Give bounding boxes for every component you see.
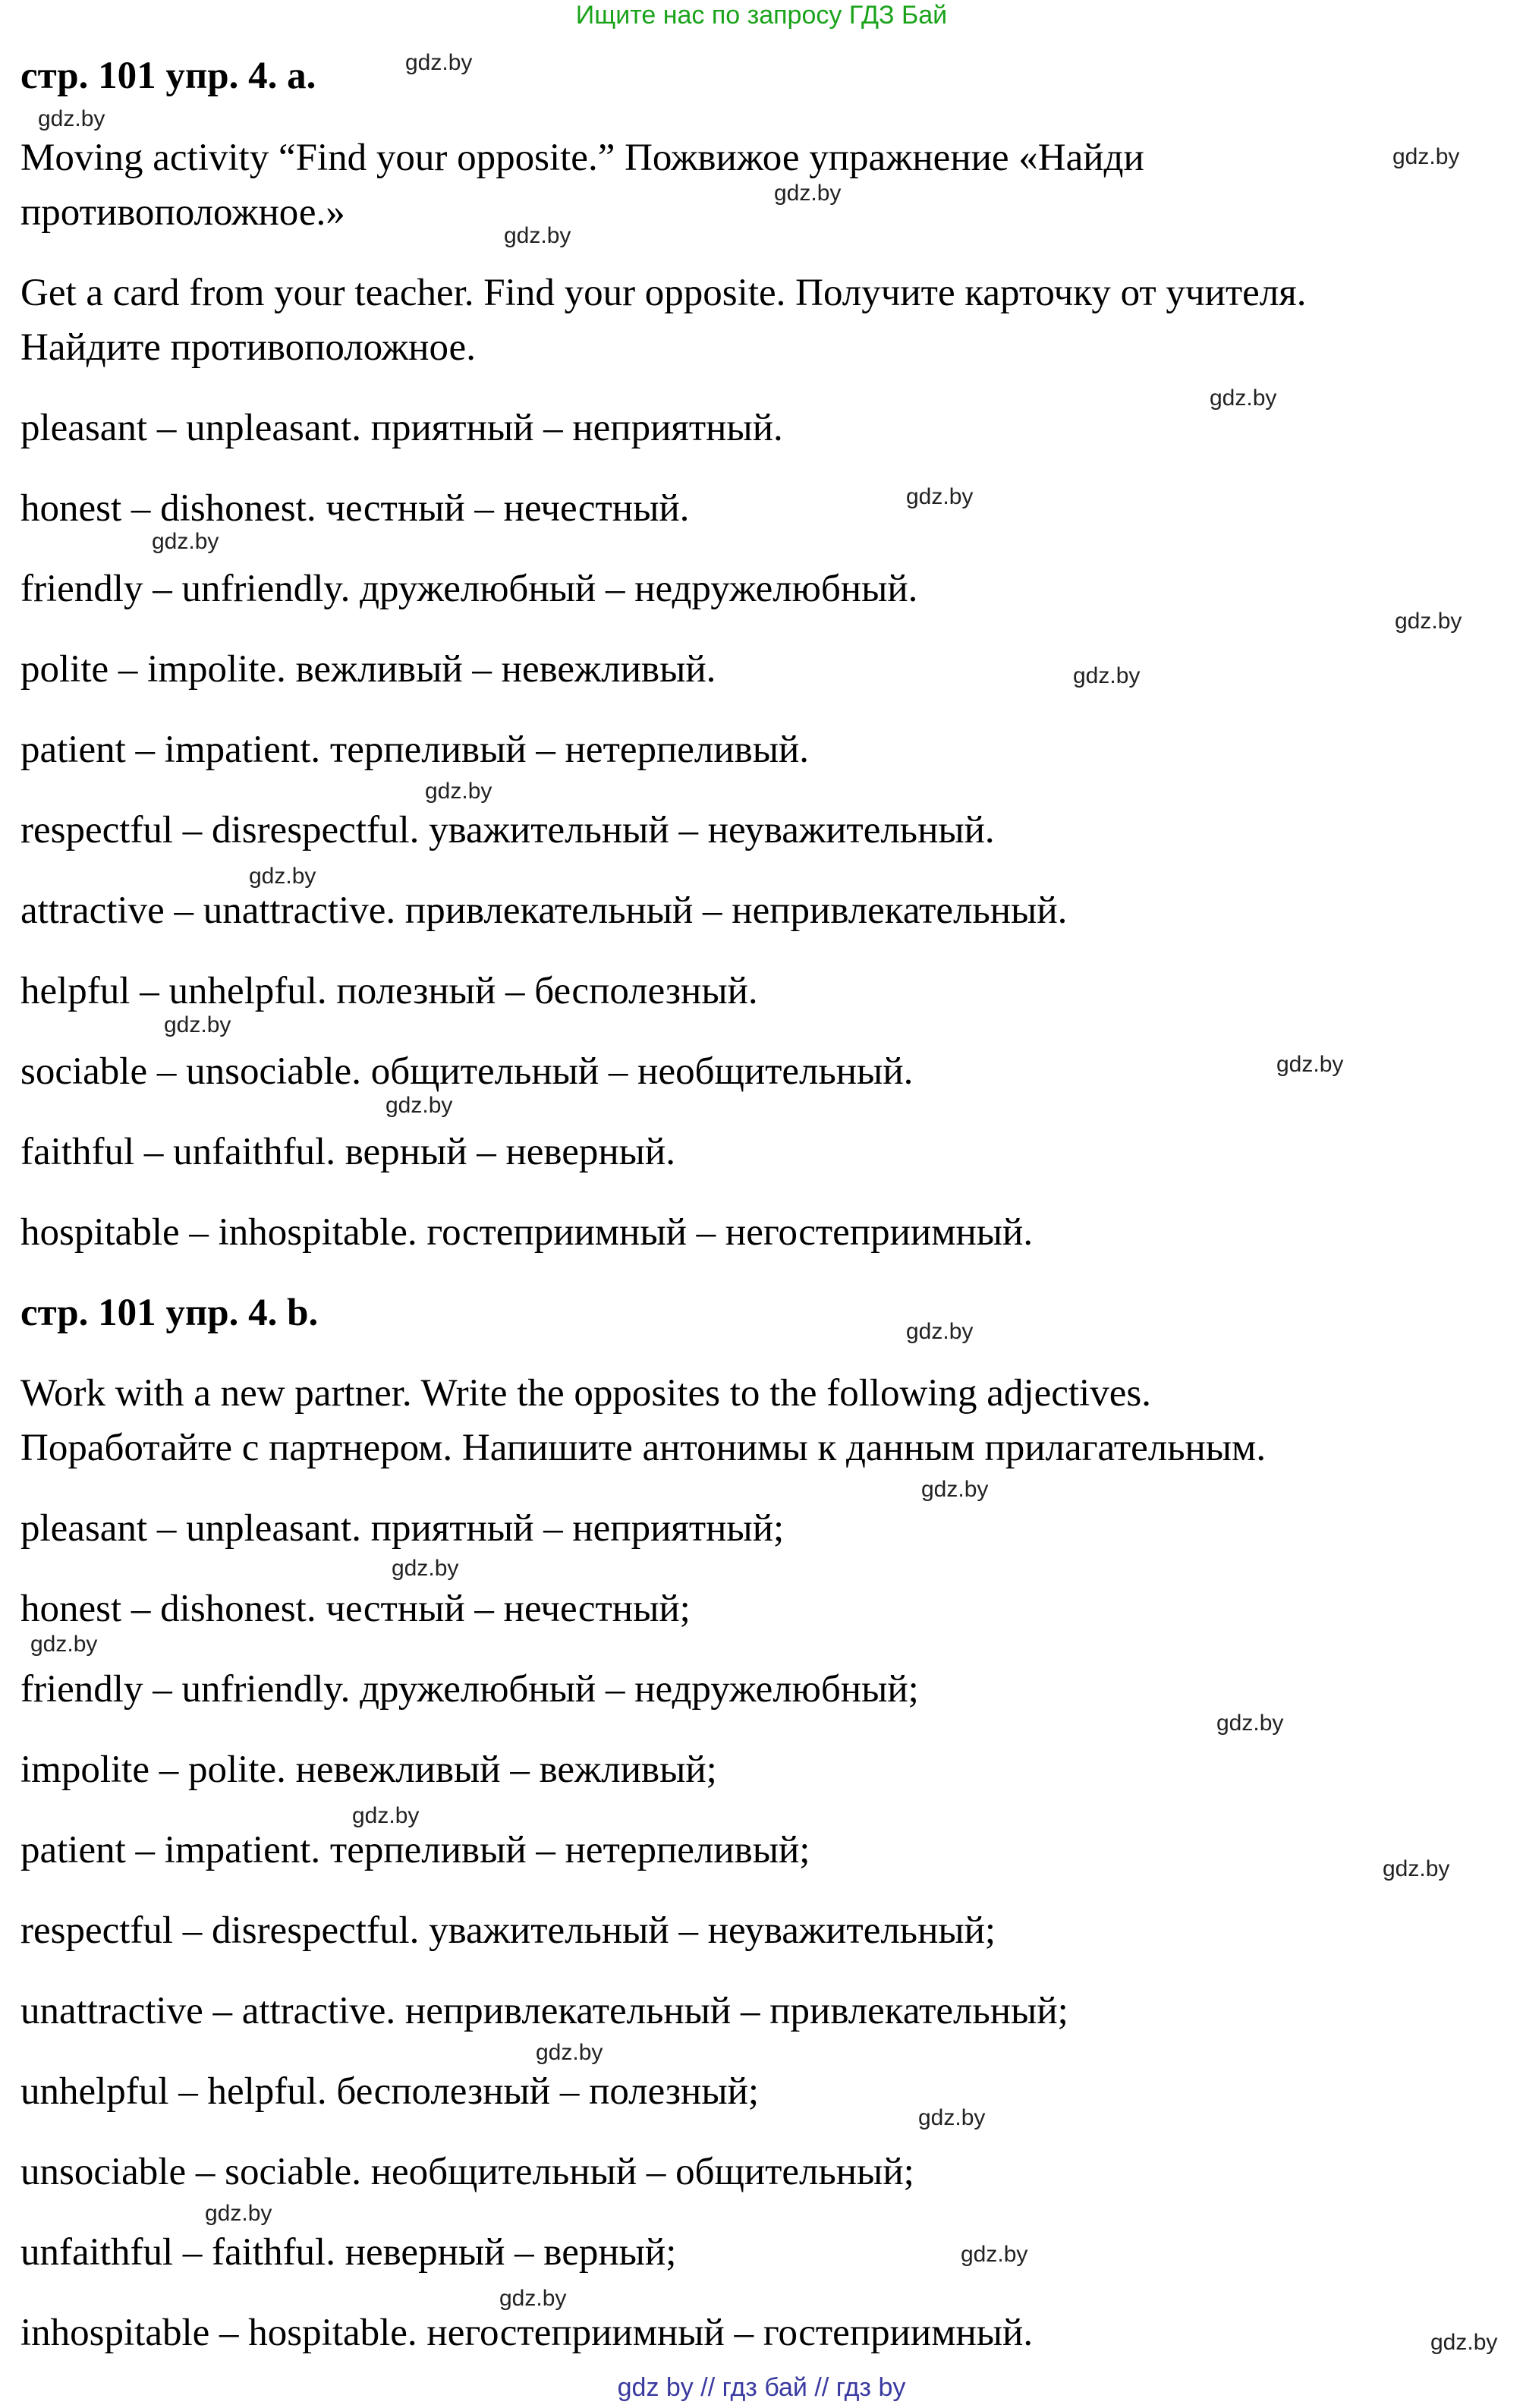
- watermark: gdz.by: [1392, 144, 1460, 169]
- footer-links[interactable]: gdz by // гдз бай // гдз by: [617, 2373, 906, 2402]
- section-b-item: unhelpful – helpful. бесполезный – полезный;: [20, 2070, 760, 2113]
- section-b-item: inhospitable – hospitable. негостеприимный – гостеприимный.: [20, 2312, 1034, 2354]
- watermark: gdz.by: [906, 484, 974, 509]
- watermark: gdz.by: [249, 864, 316, 889]
- watermark: gdz.by: [504, 223, 571, 248]
- watermark: gdz.by: [152, 529, 219, 554]
- watermark: gdz.by: [38, 106, 105, 131]
- section-a-item: faithful – unfaithful. верный – неверный.: [20, 1131, 675, 1173]
- section-b-item: honest – dishonest. честный – нечестный;: [20, 1588, 691, 1630]
- section-a-item: respectful – disrespectful. уважительный – неуважительный.: [20, 809, 995, 851]
- section-a-item: attractive – unattractive. привлекательный – непривлекательный.: [20, 889, 1068, 932]
- watermark: gdz.by: [205, 2201, 272, 2226]
- watermark: gdz.by: [774, 181, 842, 206]
- section-a-item: patient – impatient. терпеливый – нетерпеливый.: [20, 729, 810, 771]
- watermark: gdz.by: [918, 2105, 986, 2130]
- watermark: gdz.by: [352, 1803, 420, 1828]
- section-b-item: pleasant – unpleasant. приятный – неприятный;: [20, 1507, 785, 1550]
- watermark: gdz.by: [1383, 1856, 1450, 1881]
- watermark: gdz.by: [425, 779, 492, 804]
- watermark: gdz.by: [906, 1319, 974, 1344]
- section-b-task-line-1: Work with a new partner. Write the opposites to the following adjectives.: [20, 1372, 1151, 1415]
- watermark: gdz.by: [405, 50, 473, 75]
- watermark: gdz.by: [961, 2242, 1028, 2267]
- section-b-item: unsociable – sociable. необщительный – общительный;: [20, 2151, 914, 2193]
- watermark: gdz.by: [164, 1012, 231, 1037]
- watermark: gdz.by: [1395, 609, 1462, 634]
- section-b-item: respectful – disrespectful. уважительный – неуважительный;: [20, 1909, 996, 1952]
- watermark: gdz.by: [536, 2040, 603, 2065]
- section-a-item: honest – dishonest. честный – нечестный.: [20, 487, 690, 530]
- section-b-item: patient – impatient. терпеливый – нетерпеливый;: [20, 1829, 810, 1871]
- section-a-item: hospitable – inhospitable. гостеприимный – негостеприимный.: [20, 1211, 1034, 1254]
- watermark: gdz.by: [1430, 2330, 1498, 2355]
- section-a-heading: стр. 101 упр. 4. а.: [20, 55, 316, 97]
- section-a-item: polite – impolite. вежливый – невежливый.: [20, 648, 716, 691]
- section-b-item: impolite – polite. невежливый – вежливый;: [20, 1749, 717, 1791]
- section-a-item: pleasant – unpleasant. приятный – неприятный.: [20, 407, 783, 449]
- watermark: gdz.by: [392, 1556, 459, 1581]
- section-a-intro-line-1: Moving activity “Find your opposite.” Пожвижое упражнение «Найди: [20, 137, 1144, 179]
- section-b-heading: стр. 101 упр. 4. b.: [20, 1292, 319, 1334]
- section-b-item: unfaithful – faithful. неверный – верный;: [20, 2231, 677, 2274]
- section-a-task-line-1: Get a card from your teacher. Find your opposite. Получите карточку от учителя.: [20, 272, 1307, 314]
- watermark: gdz.by: [1216, 1711, 1284, 1736]
- section-b-item: unattractive – attractive. непривлекательный – привлекательный;: [20, 1990, 1068, 2032]
- section-b-task-line-2: Поработайте с партнером. Напишите антонимы к данным прилагательным.: [20, 1427, 1267, 1469]
- watermark: gdz.by: [30, 1632, 98, 1657]
- section-a-item: helpful – unhelpful. полезный – бесполезный.: [20, 970, 758, 1012]
- section-a-intro-line-2: противоположное.»: [20, 191, 345, 234]
- section-a-item: friendly – unfriendly. дружелюбный – недружелюбный.: [20, 568, 918, 610]
- watermark: gdz.by: [1210, 386, 1277, 411]
- section-a-item: sociable – unsociable. общительный – необщительный.: [20, 1050, 914, 1093]
- watermark: gdz.by: [385, 1093, 453, 1118]
- section-a-task-line-2: Найдите противоположное.: [20, 326, 476, 369]
- watermark: gdz.by: [1276, 1052, 1344, 1077]
- watermark: gdz.by: [1073, 663, 1141, 688]
- watermark: gdz.by: [921, 1477, 989, 1502]
- watermark: gdz.by: [499, 2286, 567, 2311]
- top-banner[interactable]: Ищите нас по запросу ГДЗ Бай: [575, 1, 948, 30]
- section-b-item: friendly – unfriendly. дружелюбный – недружелюбный;: [20, 1668, 919, 1711]
